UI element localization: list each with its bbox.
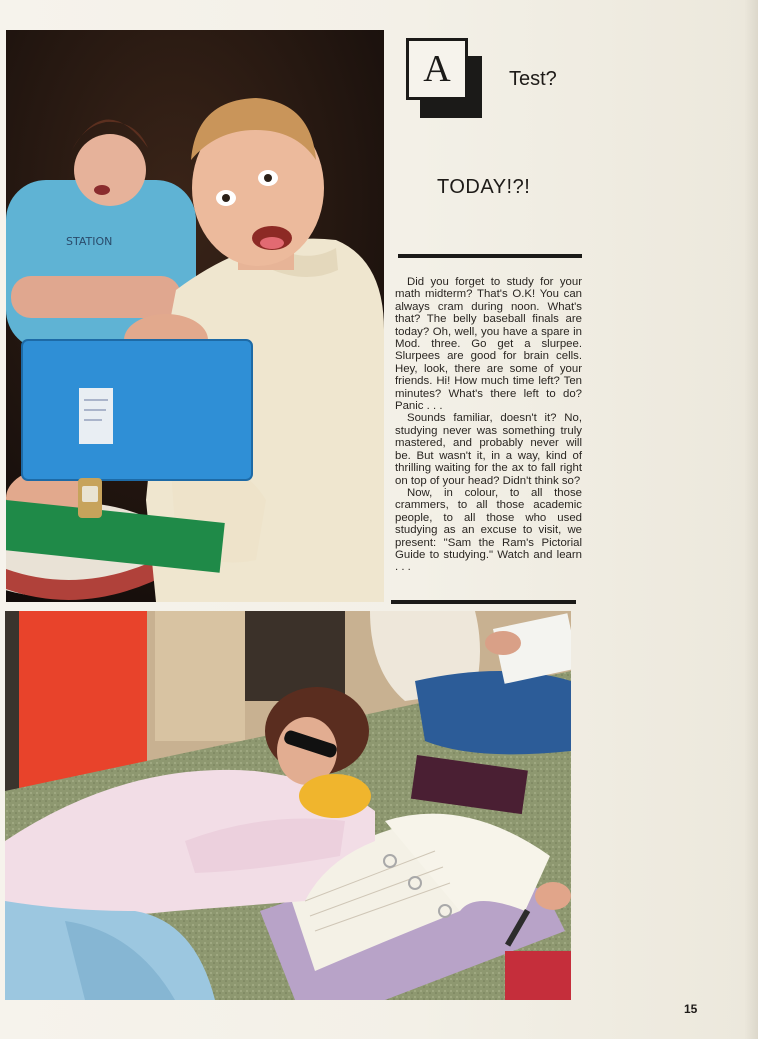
photo-student-asleep-on-binder-image: [5, 611, 571, 1000]
article-paragraph-1: Did you forget to study for your math midterm? That's O.K! You can always cram during noon. What's that? The belly baseball finals are today? Oh, well, you have a spare in Mod. three. Go get a slurpee. Slurpees are good for brain cells. Hey, look, there are some of your friends. Hi! How much time left? Ten minutes? What's there left to do? Panic . . .: [395, 276, 582, 413]
letter-logo: [406, 38, 468, 100]
photo-student-with-folder-image: [6, 30, 384, 602]
photo-student-asleep-on-binder: [5, 611, 571, 1000]
article-paragraph-3: Now, in colour, to all those crammers, to all those academic people, to all those who used studying as an excuse to visit, we present: "Sam the Ram's Pictorial Guide to studying." Watch and learn . . .: [395, 486, 582, 574]
heading-title: Test?: [509, 68, 557, 90]
divider-rule-bottom: [391, 600, 576, 604]
article-body: [395, 276, 582, 574]
divider-rule-top: [398, 254, 582, 258]
heading-subtitle: TODAY!?!: [437, 176, 531, 198]
page-edge-shadow: [744, 0, 758, 1039]
article-paragraph-2: Sounds familiar, doesn't it? No, studying never was something truly mastered, and probably never will be. But wasn't it, in a way, kind of thrilling waiting for the ax to fall right on top of your head? Didn't think so?: [395, 412, 582, 487]
page-number: 15: [684, 1002, 698, 1016]
photo-student-with-folder: [6, 30, 384, 602]
svg-text:STATION: STATION: [66, 235, 113, 248]
letter-logo-letter: A: [406, 38, 468, 100]
